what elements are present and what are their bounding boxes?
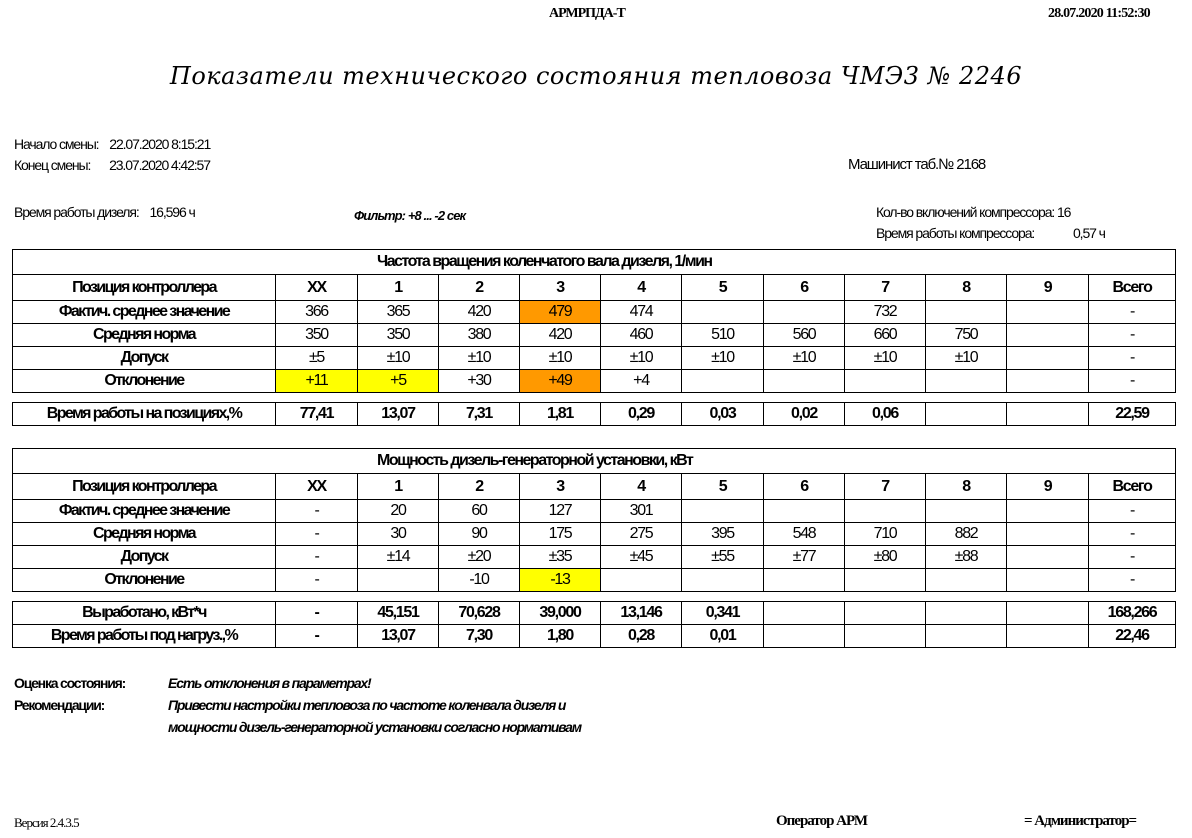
table-cell: 70,628	[439, 602, 520, 625]
column-header: 2	[439, 275, 520, 301]
table-caption-row	[13, 250, 1176, 275]
column-header: 8	[926, 275, 1007, 301]
table-cell: 395	[682, 523, 764, 546]
column-header: 7	[845, 275, 926, 301]
table-cell: ±14	[358, 546, 439, 569]
table-cell: 22,59	[1089, 403, 1176, 426]
compressor-count-label: Кол-во включений компрессора:	[876, 204, 1055, 220]
table-cell: 60	[439, 500, 520, 523]
summary-row	[13, 625, 1176, 648]
table-cell	[1007, 500, 1089, 523]
compressor-time-label: Время работы компрессора:	[876, 225, 1035, 241]
table-cell: 0,341	[682, 602, 764, 625]
diesel-time-label: Время работы дизеля:	[14, 204, 139, 220]
table-cell	[1007, 301, 1089, 324]
table-cell: 710	[845, 523, 926, 546]
table-cell	[764, 301, 845, 324]
table-caption: Мощность дизель-генераторной установки, кВт	[13, 449, 1176, 474]
table-cell: 7,30	[439, 625, 520, 648]
table-cell: 0,03	[682, 403, 764, 426]
table-cell	[845, 500, 926, 523]
table-cell: 20	[358, 500, 439, 523]
table-cell: 460	[601, 324, 682, 347]
table-cell	[926, 500, 1007, 523]
table-row	[13, 546, 1176, 569]
crankshaft-speed-table	[12, 249, 1176, 393]
crankshaft-summary-table	[12, 402, 1176, 426]
table-cell: 13,146	[601, 602, 682, 625]
table-cell: 350	[276, 324, 358, 347]
column-header: 5	[682, 275, 764, 301]
table-cell: 560	[764, 324, 845, 347]
page-title: Показатели технического состояния тепловоза ЧМЭ3 № 2246	[169, 62, 1023, 90]
table-cell: 1,81	[520, 403, 601, 426]
table-cell: 510	[682, 324, 764, 347]
column-header: Всего	[1089, 474, 1176, 500]
table-cell: 127	[520, 500, 601, 523]
column-header: 2	[439, 474, 520, 500]
column-header: Позиция контроллера	[13, 474, 276, 500]
table-cell: 420	[520, 324, 601, 347]
table-cell: -	[1089, 523, 1176, 546]
table-cell	[764, 625, 845, 648]
table-cell	[845, 625, 926, 648]
table-cell: ±10	[845, 347, 926, 370]
compressor-time	[876, 225, 1105, 241]
table-cell: ±35	[520, 546, 601, 569]
table-cell: -	[276, 602, 358, 625]
table-cell: +5	[358, 370, 439, 393]
table-cell: ±10	[926, 347, 1007, 370]
column-header: Всего	[1089, 275, 1176, 301]
row-label: Средняя норма	[13, 324, 276, 347]
table-row	[13, 301, 1176, 324]
table-cell: ±10	[358, 347, 439, 370]
table-cell: -	[1089, 500, 1176, 523]
table-cell: ±20	[439, 546, 520, 569]
row-label: Фактич. среднее значение	[13, 301, 276, 324]
table-cell: 660	[845, 324, 926, 347]
driver-info	[848, 156, 985, 173]
driver-label: Машинист таб.№	[848, 156, 954, 173]
table-cell	[1007, 370, 1089, 393]
table-cell: +4	[601, 370, 682, 393]
table-cell	[926, 370, 1007, 393]
row-label: Допуск	[13, 347, 276, 370]
shift-end	[14, 157, 210, 173]
version: Версия 2.4.3.5	[14, 815, 79, 830]
shift-end-label: Конец смены:	[14, 157, 91, 173]
row-label: Отклонение	[13, 370, 276, 393]
table-cell: ±10	[764, 347, 845, 370]
column-header: 1	[358, 474, 439, 500]
compressor-time-value: 0,57 ч	[1073, 225, 1105, 241]
table-cell	[358, 569, 439, 592]
column-header: 4	[601, 474, 682, 500]
column-header: 9	[1007, 275, 1089, 301]
column-header: 5	[682, 474, 764, 500]
compressor-count	[876, 204, 1070, 220]
power-summary-table	[12, 601, 1176, 648]
table-cell	[926, 625, 1007, 648]
table-caption: Частота вращения коленчатого вала дизеля, 1/мин	[13, 250, 1176, 275]
column-header: 6	[764, 474, 845, 500]
table-row	[13, 370, 1176, 393]
state-label: Оценка состояния:	[14, 675, 126, 691]
table-cell: -	[276, 523, 358, 546]
table-cell: ±55	[682, 546, 764, 569]
table-cell: 548	[764, 523, 845, 546]
row-label: Отклонение	[13, 569, 276, 592]
table-cell: 0,01	[682, 625, 764, 648]
table-cell: ±5	[276, 347, 358, 370]
shift-end-value: 23.07.2020 4:42:57	[109, 157, 210, 173]
row-label: Фактич. среднее значение	[13, 500, 276, 523]
state-value: Есть отклонения в параметрах!	[168, 675, 371, 691]
table-cell	[682, 370, 764, 393]
table-cell: -	[276, 546, 358, 569]
row-label: Выработано, кВт*ч	[13, 602, 276, 625]
table-cell: 479	[520, 301, 601, 324]
table-cell: ±77	[764, 546, 845, 569]
table-cell	[1007, 347, 1089, 370]
row-label: Время работы на позициях,%	[13, 403, 276, 426]
table-cell: -13	[520, 569, 601, 592]
table-cell	[764, 500, 845, 523]
table-cell: -	[276, 625, 358, 648]
row-label: Время работы под нагруз.,%	[13, 625, 276, 648]
row-label: Допуск	[13, 546, 276, 569]
table-cell	[926, 602, 1007, 625]
table-cell	[764, 370, 845, 393]
operator-value: = Администратор=	[1024, 813, 1137, 829]
table-cell: ±10	[601, 347, 682, 370]
table-cell	[845, 370, 926, 393]
table-cell: 350	[358, 324, 439, 347]
table-cell: +30	[439, 370, 520, 393]
column-header: ХХ	[276, 474, 358, 500]
column-header: 8	[926, 474, 1007, 500]
filter-text: Фильтр: +8 ... -2 сек	[354, 208, 466, 223]
table-cell: ±45	[601, 546, 682, 569]
table-cell	[682, 301, 764, 324]
table-cell: 0,06	[845, 403, 926, 426]
column-header: 9	[1007, 474, 1089, 500]
table-row	[13, 347, 1176, 370]
table-cell: 90	[439, 523, 520, 546]
table-cell	[926, 569, 1007, 592]
table-cell: 366	[276, 301, 358, 324]
table-cell: 13,07	[358, 625, 439, 648]
table-cell: -	[1089, 370, 1176, 393]
column-header: 3	[520, 474, 601, 500]
app-name: АРМРПДА-Т	[549, 6, 625, 21]
table-cell: 0,02	[764, 403, 845, 426]
column-header: 7	[845, 474, 926, 500]
table-cell: ±80	[845, 546, 926, 569]
table-row	[13, 523, 1176, 546]
table-cell: 0,28	[601, 625, 682, 648]
table-cell: 30	[358, 523, 439, 546]
table-cell: -10	[439, 569, 520, 592]
table-cell	[845, 569, 926, 592]
table-cell: 168,266	[1089, 602, 1176, 625]
table-cell: 275	[601, 523, 682, 546]
table-cell	[1007, 546, 1089, 569]
column-header: 1	[358, 275, 439, 301]
table-cell	[926, 301, 1007, 324]
table-cell	[1007, 403, 1089, 426]
summary-row	[13, 602, 1176, 625]
table-cell	[1007, 625, 1089, 648]
column-header: Позиция контроллера	[13, 275, 276, 301]
table-cell: -	[1089, 347, 1176, 370]
table-cell	[1007, 523, 1089, 546]
recommendations-line-1: Привести настройки тепловоза по частоте коленвала дизеля и	[168, 697, 566, 713]
table-row	[13, 500, 1176, 523]
table-cell	[1007, 602, 1089, 625]
table-row	[13, 569, 1176, 592]
column-header: 4	[601, 275, 682, 301]
table-cell: 750	[926, 324, 1007, 347]
table-cell: 380	[439, 324, 520, 347]
shift-start-label: Начало смены:	[14, 136, 99, 152]
report-datetime: 28.07.2020 11:52:30	[1048, 6, 1150, 21]
table-cell: 732	[845, 301, 926, 324]
table-row	[13, 324, 1176, 347]
diesel-time	[14, 204, 195, 220]
column-header: ХХ	[276, 275, 358, 301]
table-cell: 13,07	[358, 403, 439, 426]
table-cell: -	[276, 500, 358, 523]
recommendations-label: Рекомендации:	[14, 697, 105, 713]
power-table	[12, 448, 1176, 592]
table-caption-row	[13, 449, 1176, 474]
table-cell	[682, 569, 764, 592]
table-cell	[601, 569, 682, 592]
row-label: Средняя норма	[13, 523, 276, 546]
table-cell: 77,41	[276, 403, 358, 426]
table-cell: -	[1089, 546, 1176, 569]
table-cell: 0,29	[601, 403, 682, 426]
table-cell: ±10	[439, 347, 520, 370]
table-cell: -	[1089, 569, 1176, 592]
table-cell: ±88	[926, 546, 1007, 569]
shift-start-value: 22.07.2020 8:15:21	[109, 136, 211, 152]
table-cell: -	[1089, 324, 1176, 347]
driver-value: 2168	[956, 156, 986, 173]
table-cell	[1007, 569, 1089, 592]
table-cell: ±10	[682, 347, 764, 370]
table-cell	[926, 403, 1007, 426]
table-cell: 39,000	[520, 602, 601, 625]
table-cell	[1007, 324, 1089, 347]
table-cell: 175	[520, 523, 601, 546]
table-cell	[764, 602, 845, 625]
table-cell: 474	[601, 301, 682, 324]
column-header: 6	[764, 275, 845, 301]
diesel-time-value: 16,596 ч	[149, 204, 195, 220]
summary-row	[13, 403, 1176, 426]
table-cell	[682, 500, 764, 523]
shift-start	[14, 136, 210, 152]
table-cell: 882	[926, 523, 1007, 546]
column-header: 3	[520, 275, 601, 301]
table-cell: -	[1089, 301, 1176, 324]
table-header-row	[13, 275, 1176, 301]
table-cell: 420	[439, 301, 520, 324]
table-cell: 1,80	[520, 625, 601, 648]
table-cell: 365	[358, 301, 439, 324]
table-cell: 301	[601, 500, 682, 523]
table-cell: +11	[276, 370, 358, 393]
recommendations-line-2: мощности дизель-генераторной установки согласно нормативам	[168, 719, 581, 735]
table-cell: 7,31	[439, 403, 520, 426]
table-header-row	[13, 474, 1176, 500]
table-cell: +49	[520, 370, 601, 393]
operator-label: Оператор АРМ	[776, 813, 868, 829]
compressor-count-value: 16	[1057, 204, 1071, 220]
table-cell	[845, 602, 926, 625]
table-cell: -	[276, 569, 358, 592]
table-cell: 22,46	[1089, 625, 1176, 648]
table-cell: ±10	[520, 347, 601, 370]
table-cell	[764, 569, 845, 592]
table-cell: 45,151	[358, 602, 439, 625]
